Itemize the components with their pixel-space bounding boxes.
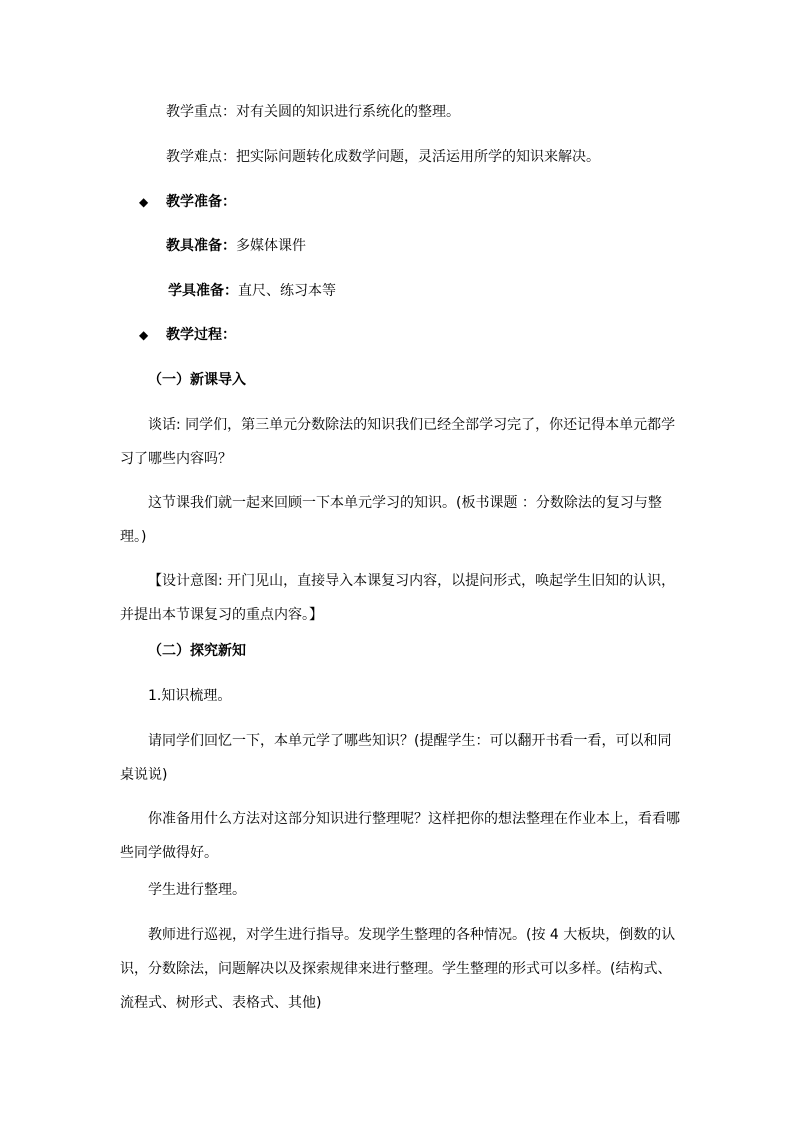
section-prep-title: 教学准备： — [166, 194, 236, 210]
teacher-line-1: 教师进行巡视，对学生进行指导。发现学生整理的各种情况。(按 4 大板块，倒数的认 — [148, 927, 676, 943]
part2-title: （二）探究新知 — [148, 643, 246, 659]
diamond-bullet-icon: ◆ — [139, 195, 149, 209]
method-line-1: 你准备用什么方法对这部分知识进行整理呢？这样把你的想法整理在作业本上，看看哪 — [148, 811, 680, 827]
lesson-paragraph — [120, 486, 692, 554]
diamond-bullet-icon: ◆ — [139, 328, 149, 342]
teacher-prep-value: 多媒体课件 — [236, 238, 306, 254]
lesson-line-2: 理。) — [120, 529, 147, 545]
lesson-line-1: 这节课我们就一起来回顾一下本单元学习的知识。(板书课题 ：分数除法的复习与整 — [148, 495, 662, 511]
teacher-line-2: 识，分数除法，问题解决以及探索规律来进行整理。学生整理的形式可以多样。(结构式、 — [120, 961, 672, 977]
design-intent-paragraph — [120, 564, 692, 632]
teacher-prep-label: 教具准备： — [166, 238, 236, 254]
item1-title: 1.知识梳理。 — [148, 688, 232, 704]
teacher-prep-line — [166, 236, 306, 256]
teaching-key-line: 教学重点：对有关圆的知识进行系统化的整理。 — [166, 104, 460, 120]
recall-paragraph — [120, 724, 692, 792]
design-line-1: 【设计意图: 开门见山，直接导入本课复习内容，以提问形式，唤起学生旧知的认识， — [148, 573, 676, 589]
talk-paragraph — [120, 408, 692, 476]
recall-line-2: 桌说说) — [120, 767, 168, 783]
student-organize-line: 学生进行整理。 — [148, 882, 246, 898]
talk-line-1: 谈话: 同学们，第三单元分数除法的知识我们已经全部学习完了，你还记得本单元都学 — [148, 417, 676, 433]
student-prep-value: 直尺、练习本等 — [238, 283, 336, 299]
part1-title: （一）新课导入 — [148, 372, 246, 388]
method-paragraph — [120, 802, 692, 870]
section-process-title: 教学过程： — [166, 327, 236, 343]
student-prep-label: 学具准备： — [168, 283, 238, 299]
student-prep-line — [168, 281, 336, 301]
teacher-line-3: 流程式、树形式、表格式、其他) — [120, 995, 322, 1011]
method-line-2: 些同学做得好。 — [120, 845, 218, 861]
talk-line-2: 习了哪些内容吗？ — [120, 451, 232, 467]
teacher-paragraph — [120, 918, 692, 1020]
design-line-2: 并提出本节课复习的重点内容。】 — [120, 607, 323, 623]
teaching-difficulty-line: 教学难点：把实际问题转化成数学问题，灵活运用所学的知识来解决。 — [166, 149, 600, 165]
recall-line-1: 请同学们回忆一下，本单元学了哪些知识？(提醒学生：可以翻开书看一看，可以和同 — [148, 733, 672, 749]
